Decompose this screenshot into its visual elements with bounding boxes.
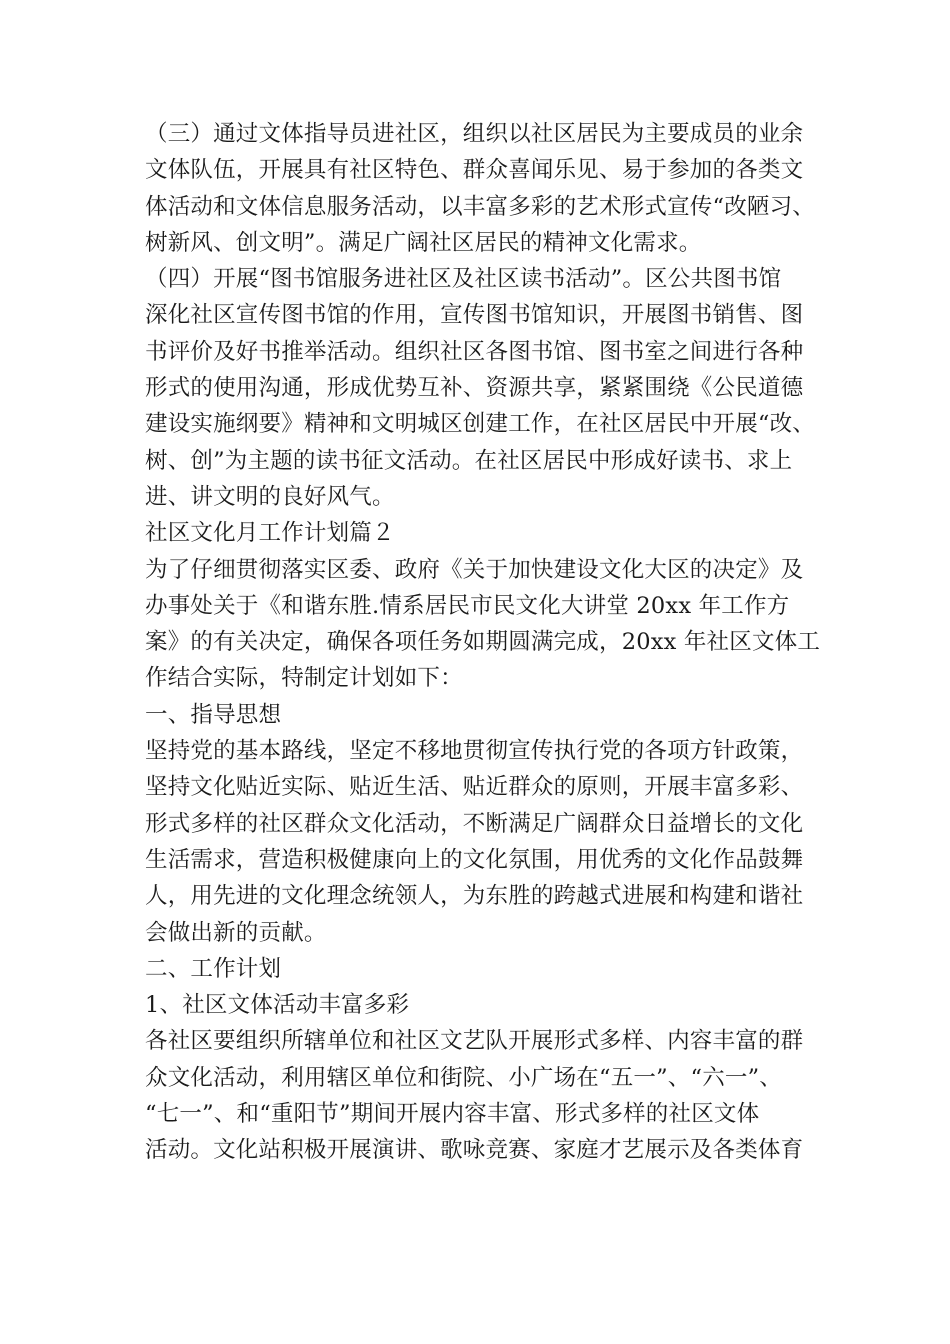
text-line: 树新风、创文明”。满足广阔社区居民的精神文化需求。 [145, 229, 702, 256]
text-line: 坚持文化贴近实际、贴近生活、贴近群众的原则，开展丰富多彩、 [145, 774, 804, 801]
text-line: 案》的有关决定，确保各项任务如期圆满完成，20xx 年社区文体工 [145, 629, 821, 656]
text-line: 会做出新的贡献。 [145, 919, 327, 946]
document-body [145, 116, 825, 1169]
text-line: 形式的使用沟通，形成优势互补、资源共享，紧紧围绕《公民道德 [145, 375, 804, 402]
text-line: 深化社区宣传图书馆的作用，宣传图书馆知识，开展图书销售、图 [145, 302, 804, 329]
text-line: 活动。文化站积极开展演讲、歌咏竞赛、家庭才艺展示及各类体育 [145, 1137, 804, 1164]
text-line: 人，用先进的文化理念统领人，为东胜的跨越式进展和构建和谐社 [145, 883, 804, 910]
section-heading: 一、指导思想 [145, 701, 282, 728]
text-line: 书评价及好书推举活动。组织社区各图书馆、图书室之间进行各种 [145, 338, 804, 365]
text-line: （三）通过文体指导员进社区，组织以社区居民为主要成员的业余 [145, 121, 804, 147]
text-line: 坚持党的基本路线，坚定不移地贯彻宣传执行党的各项方针政策， [145, 738, 804, 765]
text-line: 为了仔细贯彻落实区委、政府《关于加快建设文化大区的决定》及 [145, 556, 804, 583]
text-line: 各社区要组织所辖单位和社区文艺队开展形式多样、内容丰富的群 [145, 1028, 804, 1055]
text-line: 生活需求，营造积极健康向上的文化氛围，用优秀的文化作品鼓舞 [145, 846, 804, 873]
text-line: 进、讲文明的良好风气。 [145, 483, 395, 510]
text-line: 文体队伍，开展具有社区特色、群众喜闻乐见、易于参加的各类文 [145, 157, 804, 184]
text-line: 树、创”为主题的读书征文活动。在社区居民中形成好读书、求上 [145, 447, 793, 474]
text-line: 体活动和文体信息服务活动，以丰富多彩的艺术形式宣传“改陋习、 [145, 193, 816, 220]
text-line: 形式多样的社区群众文化活动，不断满足广阔群众日益增长的文化 [145, 810, 804, 837]
text-line: 建设实施纲要》精神和文明城区创建工作，在社区居民中开展“改、 [145, 411, 816, 438]
text-line: 作结合实际，特制定计划如下： [145, 665, 463, 692]
subsection-heading: 1、社区文体活动丰富多彩 [145, 992, 410, 1019]
section-heading: 二、工作计划 [145, 955, 282, 982]
section-heading: 社区文化月工作计划篇２ [145, 520, 395, 547]
text-line: 办事处关于《和谐东胜.情系居民市民文化大讲堂 20xx 年工作方 [145, 592, 790, 619]
text-line: 众文化活动，利用辖区单位和街院、小广场在“五一”、“六一”、 [145, 1064, 783, 1091]
text-line: （四）开展“图书馆服务进社区及社区读书活动”。区公共图书馆 [145, 266, 782, 293]
text-line: “七一”、和“重阳节”期间开展内容丰富、形式多样的社区文体 [145, 1101, 760, 1128]
